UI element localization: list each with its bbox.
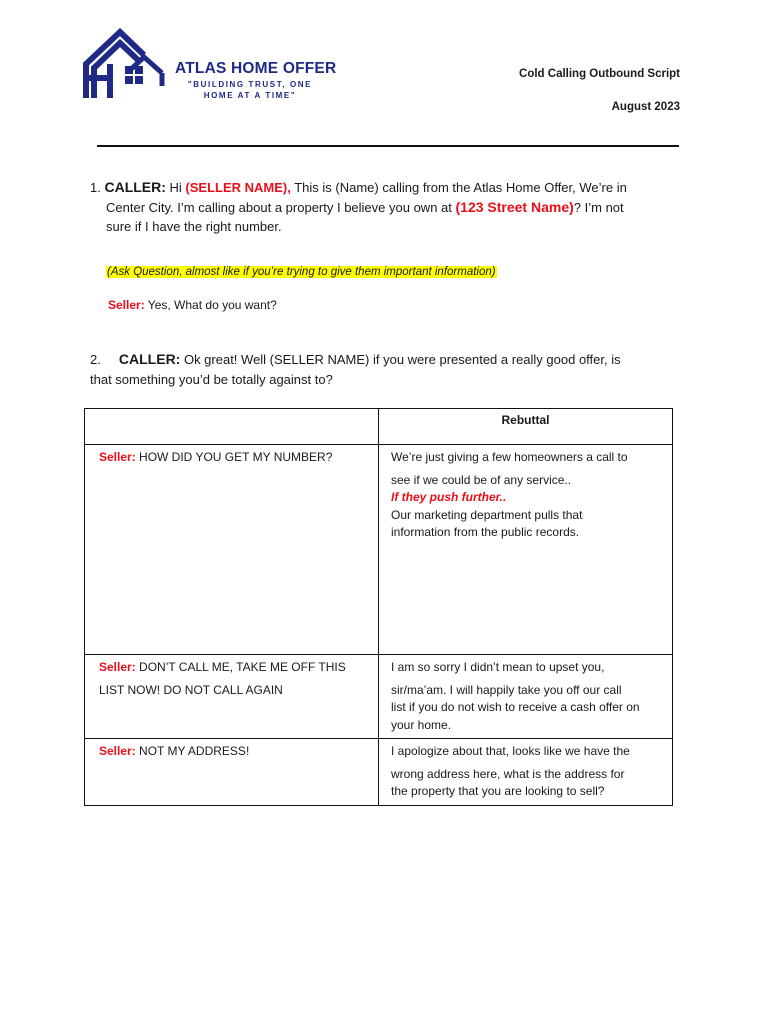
rebuttal-line: information from the public records. xyxy=(391,525,580,539)
rebuttal-line: the property that you are looking to sell? xyxy=(391,784,605,798)
step-1-text: This is (Name) calling from the Atlas Home Offer, We’re in xyxy=(290,180,627,195)
instruction-note xyxy=(106,261,497,283)
document-date: August 2023 xyxy=(611,101,680,113)
push-further-note: If they push further.. xyxy=(391,490,507,504)
step-1-number: 1. xyxy=(90,180,101,195)
objection-line xyxy=(99,743,370,761)
rebuttal-line: I am so sorry I didn’t mean to upset you, xyxy=(391,660,605,674)
objection-text: DON’T CALL ME, TAKE ME OFF THIS xyxy=(135,660,346,674)
seller-reply-text: Yes, What do you want? xyxy=(144,298,277,312)
rebuttal-line: see if we could be of any service.. xyxy=(391,472,572,487)
seller-label: Seller: xyxy=(99,660,136,674)
rebuttal-line: sir/ma’am. I will happily take you off our call xyxy=(391,682,622,697)
header-divider xyxy=(97,145,679,147)
step-2-text: Ok great! Well (SELLER NAME) if you were presented a really good offer, is xyxy=(180,352,621,367)
rebuttal-line: Our marketing department pulls that xyxy=(391,507,583,522)
caller-label: CALLER: xyxy=(104,179,166,195)
rebuttal-line: I apologize about that, looks like we have the xyxy=(391,744,630,758)
rebuttal-line: your home. xyxy=(391,717,452,732)
table-header-row xyxy=(85,409,673,445)
caller-label: CALLER: xyxy=(118,351,181,367)
rebuttal-line: wrong address here, what is the address for xyxy=(391,766,625,781)
table-header-rebuttal: Rebuttal xyxy=(379,409,673,445)
objection-cell xyxy=(85,739,379,806)
rebuttal-line: list if you do not wish to receive a cash offer on xyxy=(391,700,640,714)
seller-label: Seller: xyxy=(108,298,145,312)
objection-text: LIST NOW! DO NOT CALL AGAIN xyxy=(99,682,283,697)
step-1 xyxy=(90,178,690,198)
objection-cell xyxy=(85,655,379,739)
step-1-text: Hi xyxy=(165,180,186,195)
step-1-line-3: sure if I have the right number. xyxy=(106,219,282,234)
step-1-text: Center City. I’m calling about a property I believe you own at xyxy=(106,200,456,215)
step-2-line-2: that something you’d be totally against to? xyxy=(90,372,333,387)
house-logo-icon xyxy=(82,28,172,102)
rebuttal-table xyxy=(84,408,673,806)
step-2-number: 2. xyxy=(90,352,101,367)
objection-line xyxy=(99,449,370,467)
rebuttal-line: We’re just giving a few homeowners a call to xyxy=(391,450,628,464)
table-row xyxy=(85,445,673,655)
brand-name: ATLAS HOME OFFER xyxy=(175,60,337,77)
objection-cell xyxy=(85,445,379,655)
table-row xyxy=(85,739,673,806)
document-title: Cold Calling Outbound Script xyxy=(519,68,680,80)
seller-reply xyxy=(108,296,277,316)
step-1-text: ? I’m not xyxy=(573,200,624,215)
objection-text: HOW DID YOU GET MY NUMBER? xyxy=(135,450,333,464)
table-header-left xyxy=(85,409,379,445)
highlighted-instruction: (Ask Question, almost like if you’re trying to give them important information) xyxy=(107,266,496,278)
objection-text: NOT MY ADDRESS! xyxy=(135,744,250,758)
objection-line xyxy=(99,659,370,677)
address-placeholder: (123 Street Name) xyxy=(455,199,574,215)
table-row xyxy=(85,655,673,739)
rebuttal-cell xyxy=(379,445,673,655)
rebuttal-cell xyxy=(379,655,673,739)
seller-label: Seller: xyxy=(99,744,136,758)
rebuttal-cell xyxy=(379,739,673,806)
brand-tagline: "BUILDING TRUST, ONE HOME AT A TIME" xyxy=(187,80,313,100)
seller-name-placeholder: (SELLER NAME), xyxy=(185,180,291,195)
seller-label: Seller: xyxy=(99,450,136,464)
step-2 xyxy=(90,350,690,370)
step-1-line-2 xyxy=(106,198,696,218)
